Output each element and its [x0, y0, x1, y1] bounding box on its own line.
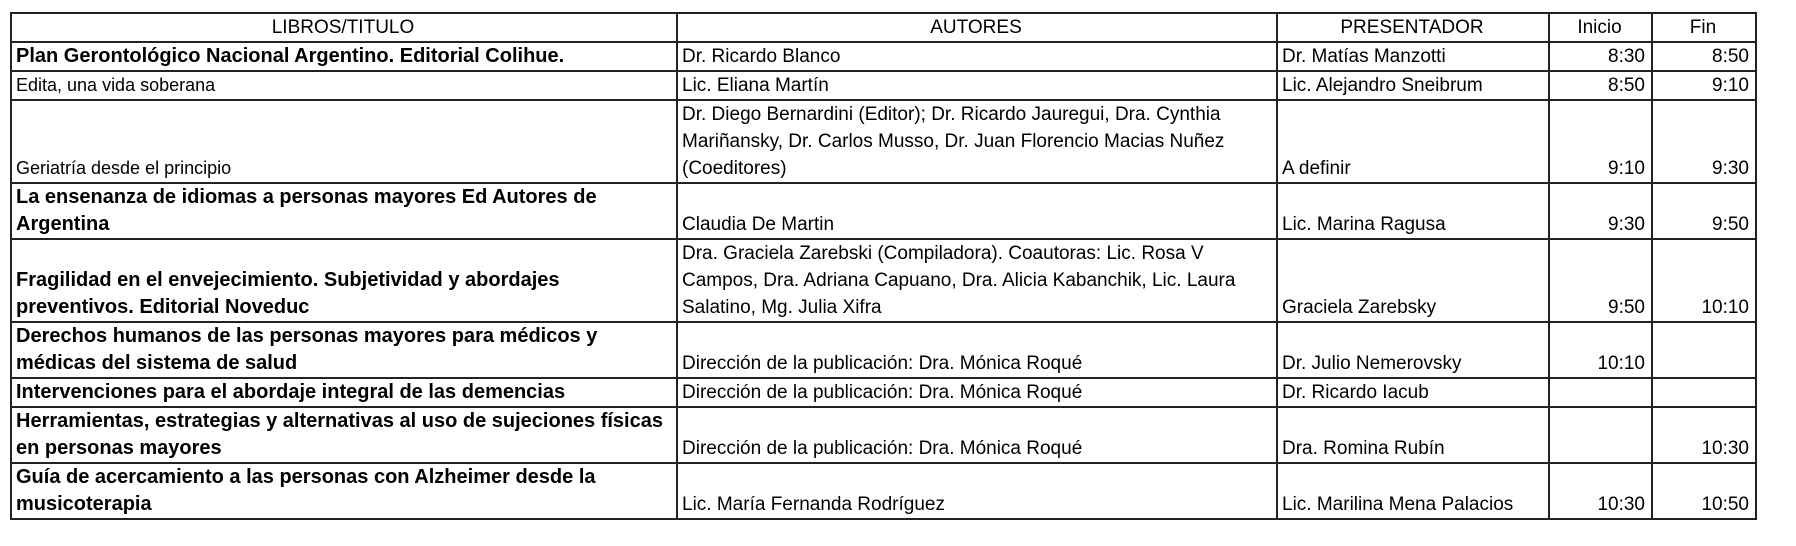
title-cell[interactable]: La ensenanza de idiomas a personas mayores Ed Autores de Argentina — [11, 183, 677, 239]
authors-cell[interactable]: Dirección de la publicación: Dra. Mónica Roqué — [677, 378, 1277, 407]
presenter-cell[interactable]: Lic. Marina Ragusa — [1277, 183, 1549, 239]
end-time-cell[interactable]: 10:30 — [1652, 407, 1756, 463]
header-presenter[interactable]: PRESENTADOR — [1277, 13, 1549, 42]
end-time-cell[interactable]: 9:50 — [1652, 183, 1756, 239]
header-authors[interactable]: AUTORES — [677, 13, 1277, 42]
end-time-cell[interactable]: 9:30 — [1652, 100, 1756, 183]
start-time-cell[interactable]: 8:30 — [1549, 42, 1652, 71]
authors-cell[interactable]: Dirección de la publicación: Dra. Mónica Roqué — [677, 322, 1277, 378]
authors-cell[interactable]: Lic. María Fernanda Rodríguez — [677, 463, 1277, 519]
schedule-sheet — [10, 12, 1757, 520]
start-time-cell[interactable]: 9:50 — [1549, 239, 1652, 322]
presenter-cell[interactable]: A definir — [1277, 100, 1549, 183]
header-row — [11, 13, 1756, 42]
presenter-cell[interactable]: Dr. Ricardo Iacub — [1277, 378, 1549, 407]
start-time-cell[interactable] — [1549, 378, 1652, 407]
table-row — [11, 183, 1756, 239]
authors-cell[interactable]: Dirección de la publicación: Dra. Mónica Roqué — [677, 407, 1277, 463]
end-time-cell[interactable]: 10:10 — [1652, 239, 1756, 322]
table-row — [11, 378, 1756, 407]
table-row — [11, 322, 1756, 378]
presenter-cell[interactable]: Dr. Matías Manzotti — [1277, 42, 1549, 71]
authors-cell[interactable]: Claudia De Martin — [677, 183, 1277, 239]
presenter-cell[interactable]: Lic. Marilina Mena Palacios — [1277, 463, 1549, 519]
start-time-cell[interactable]: 8:50 — [1549, 71, 1652, 100]
table-row — [11, 71, 1756, 100]
table-row — [11, 42, 1756, 71]
presenter-cell[interactable]: Graciela Zarebsky — [1277, 239, 1549, 322]
start-time-cell[interactable]: 9:30 — [1549, 183, 1652, 239]
table-row — [11, 407, 1756, 463]
start-time-cell[interactable]: 9:10 — [1549, 100, 1652, 183]
header-title[interactable]: LIBROS/TITULO — [11, 13, 677, 42]
header-start[interactable]: Inicio — [1549, 13, 1652, 42]
authors-cell[interactable]: Dr. Ricardo Blanco — [677, 42, 1277, 71]
header-end[interactable]: Fin — [1652, 13, 1756, 42]
title-cell[interactable]: Fragilidad en el envejecimiento. Subjetividad y abordajes preventivos. Editorial Noveduc — [11, 239, 677, 322]
authors-cell[interactable]: Dra. Graciela Zarebski (Compiladora). Coautoras: Lic. Rosa V Campos, Dra. Adriana Capuano, Dra. Alicia Kabanchik, Lic. Laura Salatino, Mg. Julia Xifra — [677, 239, 1277, 322]
table-row — [11, 463, 1756, 519]
title-cell[interactable]: Guía de acercamiento a las personas con Alzheimer desde la musicoterapia — [11, 463, 677, 519]
authors-cell[interactable]: Lic. Eliana Martín — [677, 71, 1277, 100]
start-time-cell[interactable]: 10:30 — [1549, 463, 1652, 519]
presenter-cell[interactable]: Dr. Julio Nemerovsky — [1277, 322, 1549, 378]
start-time-cell[interactable] — [1549, 407, 1652, 463]
title-cell[interactable]: Herramientas, estrategias y alternativas al uso de sujeciones físicas en personas mayores — [11, 407, 677, 463]
start-time-cell[interactable]: 10:10 — [1549, 322, 1652, 378]
title-cell[interactable]: Edita, una vida soberana — [11, 71, 677, 100]
table-row — [11, 239, 1756, 322]
authors-cell[interactable]: Dr. Diego Bernardini (Editor); Dr. Ricardo Jauregui, Dra. Cynthia Mariñansky, Dr. Carlos Musso, Dr. Juan Florencio Macias Nuñez (Coeditores) — [677, 100, 1277, 183]
title-cell[interactable]: Geriatría desde el principio — [11, 100, 677, 183]
title-cell[interactable]: Intervenciones para el abordaje integral de las demencias — [11, 378, 677, 407]
end-time-cell[interactable] — [1652, 378, 1756, 407]
end-time-cell[interactable]: 10:50 — [1652, 463, 1756, 519]
title-cell[interactable]: Plan Gerontológico Nacional Argentino. Editorial Colihue. — [11, 42, 677, 71]
end-time-cell[interactable] — [1652, 322, 1756, 378]
presenter-cell[interactable]: Lic. Alejandro Sneibrum — [1277, 71, 1549, 100]
end-time-cell[interactable]: 8:50 — [1652, 42, 1756, 71]
title-cell[interactable]: Derechos humanos de las personas mayores para médicos y médicas del sistema de salud — [11, 322, 677, 378]
end-time-cell[interactable]: 9:10 — [1652, 71, 1756, 100]
book-presentation-table — [10, 12, 1757, 520]
table-row — [11, 100, 1756, 183]
presenter-cell[interactable]: Dra. Romina Rubín — [1277, 407, 1549, 463]
